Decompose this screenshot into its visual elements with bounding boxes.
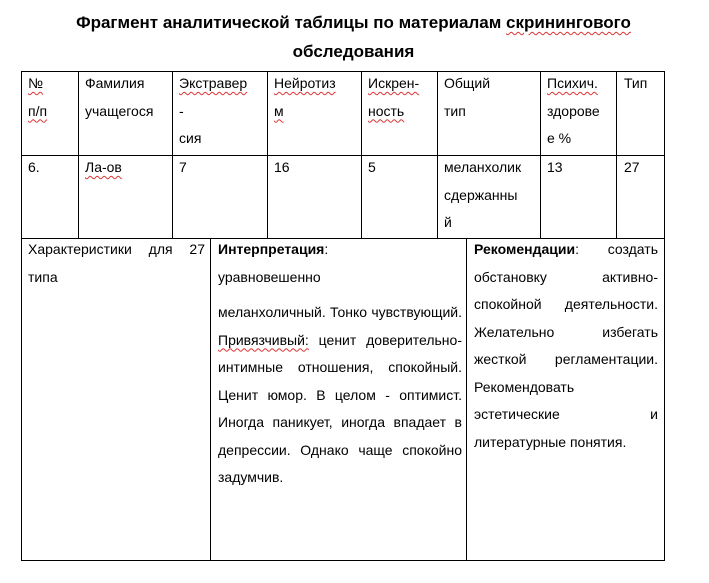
row-num: 6. (28, 159, 40, 175)
row-surname (85, 154, 122, 182)
header-general-type: Общий тип (444, 75, 491, 119)
interpretation-label: Интерпретация (218, 241, 325, 257)
recommendations-cell: Рекомендации: создать обстановку активно-спокойной деятельности. Желательно избегать жесткой регламентации. Рекомендовать эстетические и литературные понятия. (474, 241, 658, 450)
document-title (20, 8, 687, 66)
header-sincerity: Искрен- ность (368, 75, 420, 119)
interpretation-text: меланхоличный. Тонко чувствующий. Привязчивый: ценит доверительно-интимные отношения, спокойный. Ценит юмор. В целом - оптимист. Иногда паникует, иногда впадает в депрессии. Однако чаще спокойно задумчив. (218, 304, 462, 485)
title-line1-prefix: Фрагмент аналитической таблицы по материалам (76, 13, 507, 32)
interpretation-cell: Интерпретация: уравновешенно меланхоличный. Тонко чувствующий. Привязчивый: ценит доверительно-интимные отношения, спокойный. Ценит юмор. В целом - оптимист. Иногда паникует, иногда впадает в депрессии. Однако чаще спокойно задумчив. (218, 236, 462, 492)
title-line1-word: скринингового (506, 13, 631, 32)
row-type: 27 (624, 159, 640, 175)
characteristics-cell: Характеристики для 27 типа (28, 241, 205, 285)
row-general-type: меланхолик сдержанны й (444, 159, 522, 230)
header-psych-health: Психич. здорове е % (547, 75, 600, 146)
title-line2: обследования (292, 42, 415, 61)
header-surname: Фамилия учащегося (85, 75, 154, 119)
row-extraversion: 7 (179, 159, 187, 175)
row-neuroticism: 16 (274, 159, 290, 175)
header-num: № п/п (28, 75, 48, 119)
header-type: Тип (624, 75, 648, 91)
header-neuroticism: Нейротиз м (274, 75, 336, 119)
recommendations-label: Рекомендации (474, 241, 576, 257)
interpretation-line1: уравновешенно (218, 268, 321, 285)
row-sincerity: 5 (368, 159, 376, 175)
row-psych-health: 13 (547, 159, 563, 175)
row-surname-text: Ла-ов (85, 159, 122, 175)
header-extraversion: Экстравер - сия (179, 75, 248, 146)
recommendations-text: создать обстановку активно-спокойной деятельности. Желательно избегать жесткой регламентации. Рекомендовать эстетические и литературные понятия. (474, 241, 658, 450)
